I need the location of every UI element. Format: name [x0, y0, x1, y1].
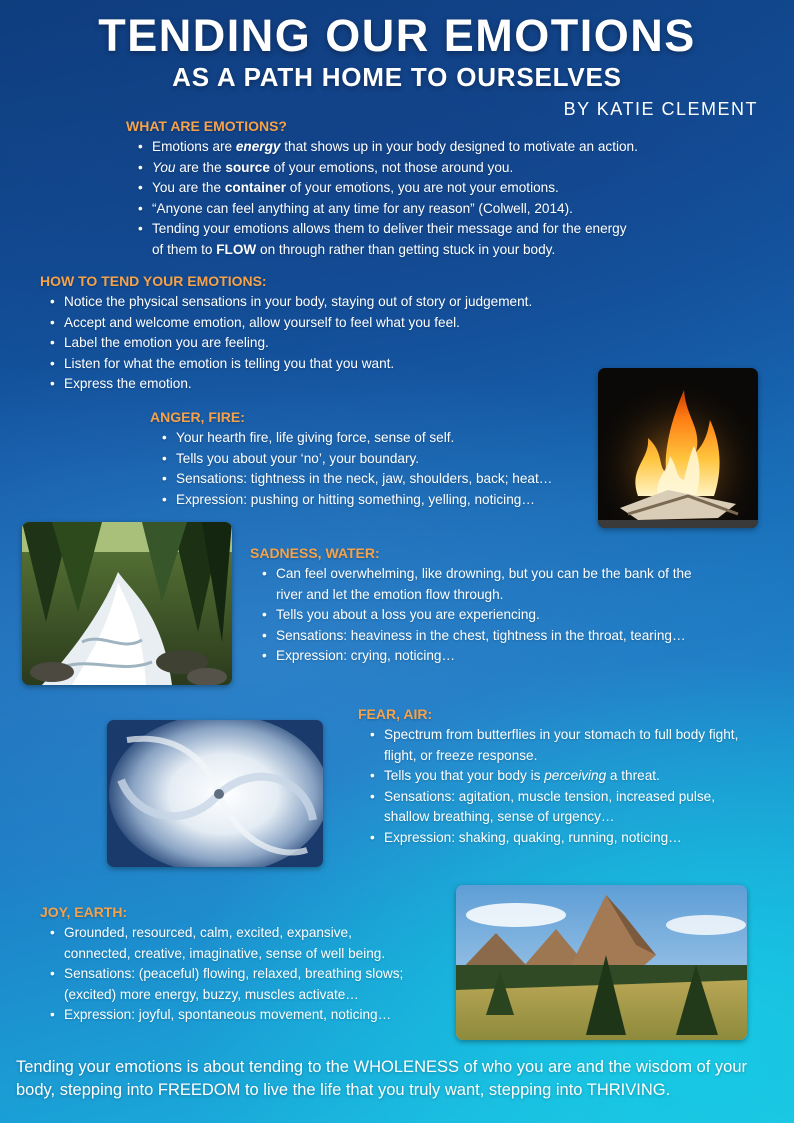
sadness-heading: SADNESS, WATER:	[250, 545, 380, 561]
fear-list	[370, 725, 748, 848]
list-item: • Notice the physical sensations in your body, staying out of story or judgement.	[50, 292, 600, 313]
list-item: • You are the container of your emotions, you are not your emotions.	[138, 178, 706, 199]
fear-section	[358, 705, 758, 848]
forest-river-photo	[22, 522, 232, 685]
list-item: • Your hearth fire, life giving force, sense of self.	[162, 428, 590, 449]
what-are-emotions-heading: WHAT ARE EMOTIONS?	[126, 118, 287, 134]
how-to-tend-heading: HOW TO TEND YOUR EMOTIONS:	[40, 273, 267, 289]
campfire-photo	[598, 368, 758, 528]
list-item: • Expression: joyful, spontaneous movement, noticing…	[50, 1005, 420, 1026]
list-item: • Tells you that your body is perceiving a threat.	[370, 766, 748, 787]
what-are-emotions-section	[126, 117, 706, 260]
list-item: • Grounded, resourced, calm, excited, expansive, connected, creative, imaginative, sense of well being.	[50, 923, 420, 964]
hurricane-icon	[107, 720, 323, 867]
anger-list	[162, 428, 590, 510]
joy-list	[50, 923, 420, 1026]
list-item: • Express the emotion.	[50, 374, 600, 395]
how-to-tend-section	[40, 272, 600, 395]
fire-icon	[598, 368, 758, 528]
hurricane-satellite-photo	[107, 720, 323, 867]
flatirons-mountain-photo	[456, 885, 747, 1040]
list-item: • Sensations: (peaceful) flowing, relaxed, breathing slows; (excited) more energy, buzzy, muscles activate…	[50, 964, 420, 1005]
list-item: • Can feel overwhelming, like drowning, but you can be the bank of the river and let the emotion flow through.	[262, 564, 708, 605]
list-item: • Spectrum from butterflies in your stomach to full body fight, flight, or freeze response.	[370, 725, 748, 766]
joy-heading: JOY, EARTH:	[40, 904, 128, 920]
page-subtitle: AS A PATH HOME TO OURSELVES	[172, 62, 622, 92]
how-to-tend-list	[50, 292, 600, 395]
list-item: • Accept and welcome emotion, allow yourself to feel what you feel.	[50, 313, 600, 334]
list-item: • Sensations: tightness in the neck, jaw, shoulders, back; heat…	[162, 469, 590, 490]
list-item: • Sensations: heaviness in the chest, tightness in the throat, tearing…	[262, 626, 708, 647]
page-title: TENDING OUR EMOTIONS	[98, 10, 696, 61]
list-item: • Label the emotion you are feeling.	[50, 333, 600, 354]
mountain-icon	[456, 885, 747, 1040]
list-item: • “Anyone can feel anything at any time for any reason” (Colwell, 2014).	[138, 199, 706, 220]
joy-section	[40, 903, 440, 1026]
list-item: • Sensations: agitation, muscle tension, increased pulse, shallow breathing, sense of urgency…	[370, 787, 748, 828]
list-item: • Expression: pushing or hitting something, yelling, noticing…	[162, 490, 590, 511]
river-icon	[22, 522, 232, 685]
list-item: • Listen for what the emotion is telling you that you want.	[50, 354, 600, 375]
list-item: • You are the source of your emotions, not those around you.	[138, 158, 706, 179]
sadness-section	[250, 544, 730, 667]
anger-section	[150, 408, 590, 510]
sadness-list	[262, 564, 708, 667]
what-are-emotions-list	[138, 137, 706, 260]
list-item: • Tells you about your ‘no’, your boundary.	[162, 449, 590, 470]
list-item: • Expression: crying, noticing…	[262, 646, 708, 667]
list-item: • Emotions are energy that shows up in your body designed to motivate an action.	[138, 137, 706, 158]
closing-statement: Tending your emotions is about tending to the WHOLENESS of who you are and the wisdom of your body, stepping into FREEDOM to live the life that you truly want, stepping into THRIVING.	[16, 1058, 747, 1099]
anger-heading: ANGER, FIRE:	[150, 409, 245, 425]
list-item: • Tending your emotions allows them to deliver their message and for the energy of them to FLOW on through rather than getting stuck in your body.	[138, 219, 706, 260]
list-item: • Expression: shaking, quaking, running, noticing…	[370, 828, 748, 849]
fear-heading: FEAR, AIR:	[358, 706, 433, 722]
author-byline: BY KATIE CLEMENT	[563, 99, 758, 119]
list-item: • Tells you about a loss you are experiencing.	[262, 605, 708, 626]
